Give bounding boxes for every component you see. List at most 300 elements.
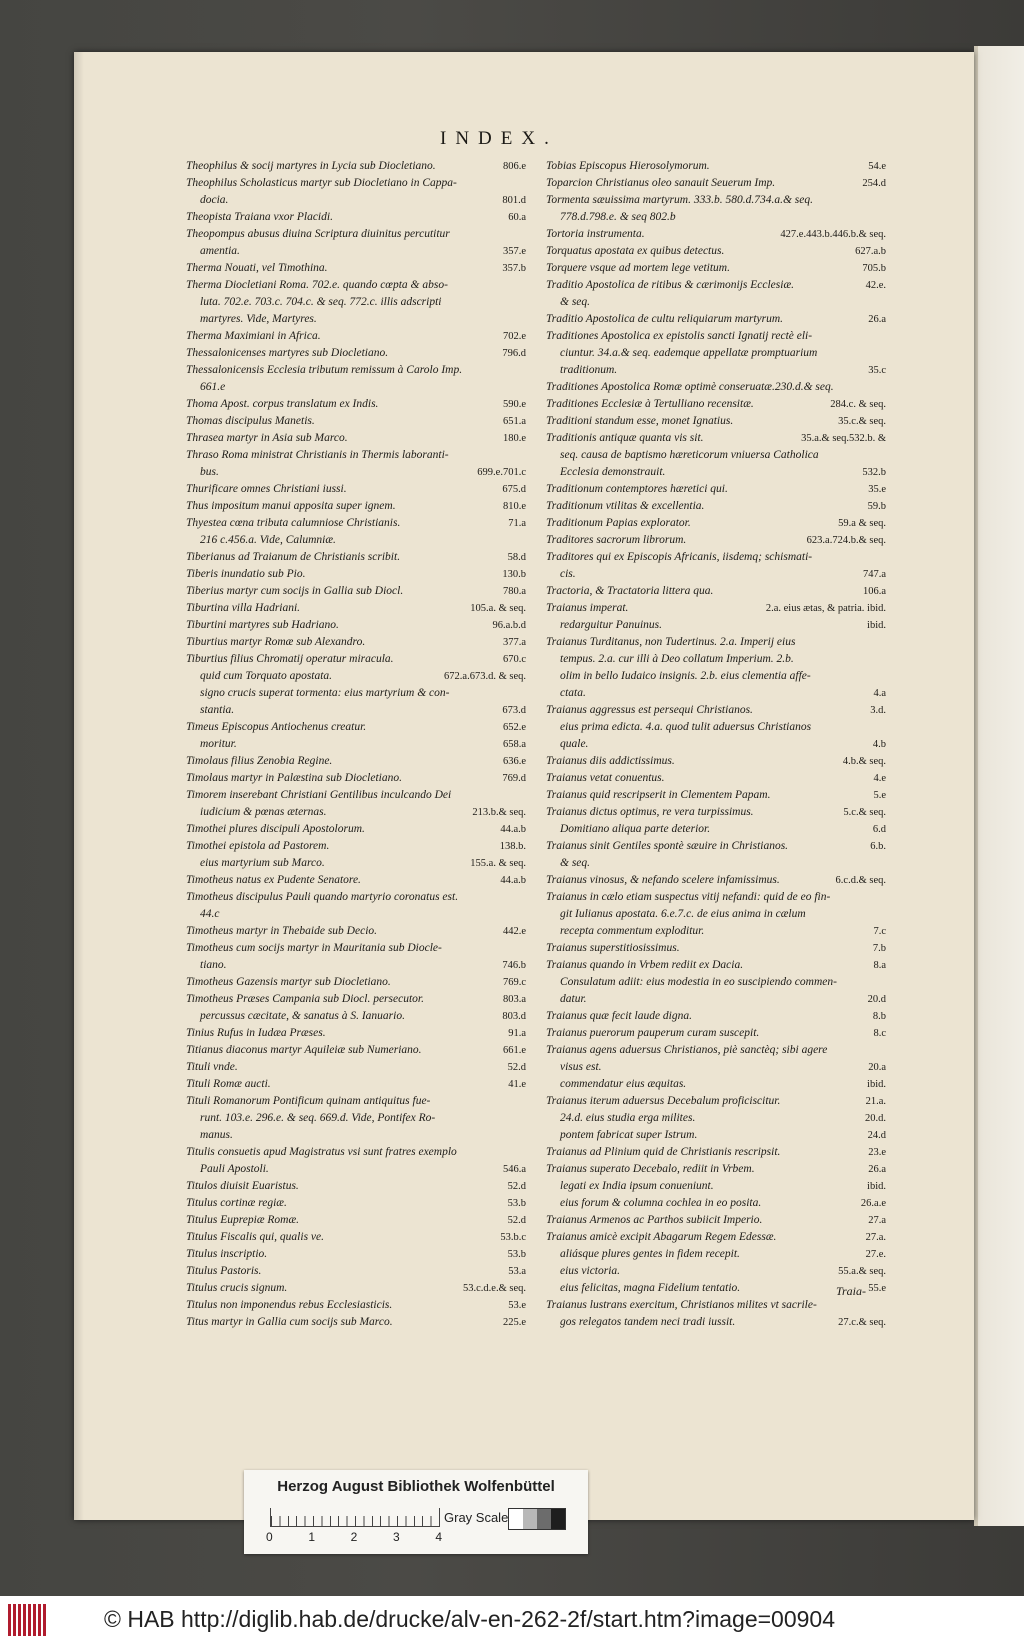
index-entry [546,889,886,906]
ruler-numbers [266,1530,442,1544]
entry-text: Ecclesia demonstrauit. [560,466,666,478]
entry-reference: 801.d [502,195,526,206]
entry-text: Titulis consuetis apud Magistratus vsi sunt fratres exemplo [186,1146,457,1158]
entry-text: Titulus Euprepiæ Romæ. [186,1214,299,1226]
entry-reference: 673.d [502,705,526,716]
entry-text: Titulus crucis signum. [186,1282,288,1294]
entry-text: tempus. 2.a. cur illi à Deo collatum Imperium. 2.b. [560,653,794,665]
entry-text: 661.e [200,381,226,393]
entry-text: Traditioni standum esse, monet Ignatius. [546,415,734,427]
index-entry-continuation [186,736,526,753]
index-column-left [186,158,526,1331]
entry-text: Tiburtius filius Chromatij operatur miracula. [186,653,394,665]
index-entry [546,1093,886,1110]
entry-text: docia. [200,194,229,206]
index-entry [546,838,886,855]
entry-reference: 35.a.& seq.532.b. & [801,433,886,444]
index-entry [546,379,886,396]
entry-text: Timotheus discipulus Pauli quando martyrio coronatus est. [186,891,459,903]
entry-reference: 672.a.673.d. & seq. [444,671,526,682]
index-entry [186,974,526,991]
entry-reference: 658.a [502,739,526,750]
index-entry-continuation [546,362,886,379]
entry-reference: 8.a [873,960,886,971]
index-entry [546,243,886,260]
index-entry-continuation [546,1280,886,1297]
index-entry [186,277,526,294]
entry-text: ciuntur. 34.a.& seq. eademque appellatæ promptuarium [560,347,818,359]
entry-reference: 810.e [502,501,526,512]
entry-reference: 4.a [873,688,886,699]
index-entry [186,821,526,838]
index-entry [186,1144,526,1161]
entry-text: traditionum. [560,364,618,376]
entry-text: Traianus sinit Gentiles spontè sæuire in Christianos. [546,840,789,852]
entry-reference: 357.b [502,263,526,274]
entry-text: Traditiones Ecclesiæ à Tertulliano recensitæ. [546,398,754,410]
index-entry [186,1212,526,1229]
entry-reference: 769.c [502,977,526,988]
index-entry-continuation [546,294,886,311]
entry-reference: 27.a [868,1215,886,1226]
index-entry-continuation [546,1314,886,1331]
entry-text: Therma Maximiani in Africa. [186,330,321,342]
entry-reference: 26.a [868,1164,886,1175]
entry-text: 216 c.456.a. Vide, Calumniæ. [200,534,336,546]
entry-text: Consulatum adiit: eius modestia in eo suscipiendo commen- [560,976,837,988]
entry-reference: 7.c [873,926,886,937]
entry-text: Traditionum vtilitas & excellentia. [546,500,705,512]
entry-reference: 42.e. [865,280,886,291]
index-entry [186,787,526,804]
index-entry [186,481,526,498]
entry-text: eius victoria. [560,1265,621,1277]
gray-swatch-cell [523,1509,537,1529]
index-entry [546,158,886,175]
entry-reference: 225.e [502,1317,526,1328]
entry-text: Traianus imperat. [546,602,629,614]
entry-reference: 53.b.c [500,1232,526,1243]
index-entry-continuation [546,1059,886,1076]
entry-reference: ibid. [867,1181,886,1192]
entry-text: stantia. [200,704,235,716]
entry-reference: 7.b [872,943,886,954]
index-entry [186,549,526,566]
index-entry [186,634,526,651]
entry-text: eius felicitas, magna Fidelium tentatio. [560,1282,741,1294]
entry-reference: 26.a.e [860,1198,886,1209]
entry-reference: 590.e [502,399,526,410]
adjacent-page-edge [974,46,1024,1526]
entry-text: Tinius Rufus in Iudæa Præses. [186,1027,326,1039]
entry-reference: 138.b. [499,841,526,852]
footer-copyright-url[interactable]: © HAB http://diglib.hab.de/drucke/alv-en-262-2f/start.htm?image=00904 [104,1606,836,1632]
entry-reference: 53.e [508,1300,526,1311]
entry-reference: 27.a. [865,1232,886,1243]
entry-reference: 254.d [862,178,886,189]
gray-scale-swatch [508,1508,566,1530]
entry-text: Traianus dictus optimus, re vera turpissimus. [546,806,754,818]
index-entry [546,1042,886,1059]
index-entry-continuation [546,906,886,923]
entry-text: amentia. [200,245,240,257]
index-entry [546,549,886,566]
entry-reference: 806.e [502,161,526,172]
index-entry-continuation [546,209,886,226]
entry-text: redarguitur Panuinus. [560,619,663,631]
entry-text: runt. 103.e. 296.e. & seq. 669.d. Vide, Pontifex Ro- [200,1112,436,1124]
entry-reference: 4.b.& seq. [842,756,886,767]
index-entry [186,1280,526,1297]
index-entry [546,1008,886,1025]
entry-reference: 6.b. [870,841,886,852]
entry-reference: 652.e [502,722,526,733]
entry-reference: 769.d [502,773,526,784]
index-entry [186,209,526,226]
index-entry-continuation [546,668,886,685]
entry-text: Thomas discipulus Manetis. [186,415,315,427]
entry-reference: 705.b [862,263,886,274]
entry-text: datur. [560,993,587,1005]
index-entry [186,1229,526,1246]
entry-text: Traianus quæ fecit laude digna. [546,1010,692,1022]
entry-text: Theopista Traiana vxor Placidi. [186,211,333,223]
entry-text: Tiburtius martyr Romæ sub Alexandro. [186,636,366,648]
entry-text: Traditores sacrorum librorum. [546,534,687,546]
entry-text: Tituli Romanorum Pontificum quinam antiquitus fue- [186,1095,431,1107]
entry-text: Titulus non imponendus rebus Ecclesiasticis. [186,1299,393,1311]
entry-text: Titianus diaconus martyr Aquileiæ sub Numeriano. [186,1044,422,1056]
entry-reference: 4.b [872,739,886,750]
entry-reference: 54.e [868,161,886,172]
entry-reference: 23.e [868,1147,886,1158]
entry-reference: 130.b [502,569,526,580]
entry-reference: 55.a.& seq. [838,1266,886,1277]
entry-reference: 377.a [502,637,526,648]
entry-text: git Iulianus apostata. 6.e.7.c. de eius anima in cælum [560,908,806,920]
index-entry [186,651,526,668]
entry-text: quale. [560,738,589,750]
entry-text: Traianus agens aduersus Christianos, piè sanctèq; sibi agere [546,1044,828,1056]
entry-text: Theopompus abusus diuina Scriptura diuinitus percutitur [186,228,450,240]
entry-text: Titulus Pastoris. [186,1265,262,1277]
entry-reference: 59.b [867,501,886,512]
entry-reference: 60.a [508,212,526,223]
ruler-number: 2 [350,1530,358,1544]
entry-text: Timothei plures discipuli Apostolorum. [186,823,365,835]
entry-text: Tiburtini martyres sub Hadriano. [186,619,339,631]
page-gutter-shadow [74,52,84,1520]
entry-text: Thrasea martyr in Asia sub Marco. [186,432,348,444]
entry-reference: 284.c. & seq. [830,399,886,410]
index-entry [546,957,886,974]
entry-text: Traditio Apostolica de cultu reliquiarum martyrum. [546,313,784,325]
index-entry [546,1212,886,1229]
index-entry [186,1093,526,1110]
index-entry-continuation [546,345,886,362]
gray-swatch-cell [509,1509,523,1529]
entry-reference: 71.a [508,518,526,529]
index-entry-continuation [546,464,886,481]
index-entry-continuation [546,617,886,634]
index-entry [186,226,526,243]
index-entry [186,991,526,1008]
entry-text: Tiberis inundatio sub Pio. [186,568,306,580]
index-entry-continuation [546,855,886,872]
entry-reference: 747.a [862,569,886,580]
entry-text: Domitiano aliqua parte deterior. [560,823,711,835]
catchword: Traia- [836,1284,867,1298]
entry-reference: 52.d [507,1215,526,1226]
index-entry-continuation [546,923,886,940]
entry-text: Timolaus filius Zenobia Regine. [186,755,333,767]
index-entry [546,1025,886,1042]
entry-text: Tobias Episcopus Hierosolymorum. [546,160,710,172]
index-entry [546,430,886,447]
index-entry [186,600,526,617]
entry-reference: 8.c [873,1028,886,1039]
entry-text: Theophilus Scholasticus martyr sub Diocletiano in Cappa- [186,177,457,189]
index-entry [546,1161,886,1178]
index-entry-continuation [546,736,886,753]
hab-logo-icon [8,1604,46,1636]
entry-text: Timotheus natus ex Pudente Senatore. [186,874,361,886]
index-entry [186,1195,526,1212]
index-entry [186,1314,526,1331]
index-entry-continuation [546,1178,886,1195]
entry-text: Therma Nouati, vel Timothina. [186,262,328,274]
index-entry [546,481,886,498]
entry-text: eius forum & columna cochlea in eo posita. [560,1197,762,1209]
entry-reference: 35.c [868,365,886,376]
entry-text: Traditiones Apostolica Romæ optimè conseruatæ.230.d.& seq. [546,381,834,393]
index-entry [546,413,886,430]
entry-text: eius martyrium sub Marco. [200,857,325,869]
entry-reference: 780.a [502,586,526,597]
entry-reference: 3.d. [870,705,886,716]
index-entry [186,447,526,464]
entry-reference: 53.b [507,1249,526,1260]
gray-swatch-cell [551,1509,565,1529]
entry-text: Traianus superato Decebalo, rediit in Vrbem. [546,1163,755,1175]
index-entry-continuation [186,192,526,209]
index-entry-continuation [186,855,526,872]
index-entry-continuation [546,1110,886,1127]
index-entry [186,889,526,906]
index-entry [186,328,526,345]
gray-swatch-cell [537,1509,551,1529]
entry-reference: 675.d [502,484,526,495]
entry-reference: 58.d [507,552,526,563]
index-entry [546,396,886,413]
entry-text: aliásque plures gentes in fidem recepit. [560,1248,740,1260]
index-entry-continuation [546,991,886,1008]
index-entry-continuation [546,1246,886,1263]
entry-text: percussus cæcitate, & sanatus à S. Ianuario. [200,1010,405,1022]
entry-reference: 106.a [862,586,886,597]
entry-reference: 357.e [502,246,526,257]
index-entry-continuation [186,1127,526,1144]
index-entry-continuation [546,821,886,838]
entry-text: manus. [200,1129,233,1141]
index-entry-continuation [546,1263,886,1280]
index-entry [186,583,526,600]
entry-reference: 52.d [507,1181,526,1192]
index-entry [186,260,526,277]
index-entry-continuation [186,957,526,974]
entry-text: Traianus amicè excipit Abagarum Regem Edessæ. [546,1231,777,1243]
index-entry [186,872,526,889]
entry-text: luta. 702.e. 703.c. 704.c. & seq. 772.c. illis adscripti [200,296,442,308]
entry-reference: 699.e.701.c [477,467,526,478]
index-entry [186,1297,526,1314]
entry-reference: 623.a.724.b.& seq. [806,535,886,546]
index-entry [186,158,526,175]
entry-text: pontem fabricat super Istrum. [560,1129,698,1141]
entry-reference: 26.a [868,314,886,325]
entry-text: Traianus superstitiosissimus. [546,942,680,954]
entry-text: Toparcion Christianus oleo sanauit Seuerum Imp. [546,177,776,189]
entry-text: Therma Diocletiani Roma. 702.e. quando cœpta & abso- [186,279,448,291]
entry-text: Traianus quid rescripserit in Clementem Papam. [546,789,771,801]
entry-text: Tiberius martyr cum socijs in Gallia sub Diocl. [186,585,404,597]
index-entry [546,515,886,532]
entry-text: cis. [560,568,576,580]
index-entry-continuation [186,702,526,719]
entry-reference: 20.d. [865,1113,886,1124]
index-entry-continuation [186,532,526,549]
entry-text: Torquere vsque ad mortem lege vetitum. [546,262,730,274]
library-name: Herzog August Bibliothek Wolfenbüttel [277,1478,555,1495]
ruler-number: 0 [266,1530,273,1544]
entry-reference: 627.a.b [855,246,886,257]
index-entry [186,1025,526,1042]
index-entry [186,753,526,770]
entry-reference: 41.e [508,1079,526,1090]
entry-text: Traianus Armenos ac Parthos subiicit Imperio. [546,1214,763,1226]
index-entry [546,702,886,719]
index-entry-continuation [186,906,526,923]
entry-text: Traianus Turditanus, non Tudertinus. 2.a. Imperij eius [546,636,796,648]
index-entry-continuation [546,1195,886,1212]
index-entry [186,396,526,413]
index-entry [186,1042,526,1059]
entry-reference: 6.d [872,824,886,835]
entry-reference: 20.d [867,994,886,1005]
index-entry [186,498,526,515]
entry-reference: 213.b.& seq. [472,807,526,818]
index-entry-continuation [546,1076,886,1093]
index-entry-continuation [186,311,526,328]
entry-reference: 651.a [502,416,526,427]
index-entry-continuation [546,566,886,583]
entry-text: legati ex India ipsum conueniunt. [560,1180,714,1192]
entry-text: bus. [200,466,219,478]
entry-reference: 44.a.b [500,824,526,835]
index-entry [546,192,886,209]
entry-text: Traianus lustrans exercitum, Christianos milites vt sacrile- [546,1299,817,1311]
entry-text: Timolaus martyr in Palæstina sub Diocletiano. [186,772,402,784]
entry-text: Traianus vetat conuentus. [546,772,665,784]
index-entry [186,413,526,430]
entry-text: Titulus cortinæ regiæ. [186,1197,287,1209]
index-entry [546,260,886,277]
index-entry [546,1229,886,1246]
entry-text: signo crucis superat tormenta: eius martyrium & con- [200,687,450,699]
index-entry [546,175,886,192]
index-entry [186,1263,526,1280]
entry-text: Thraso Roma ministrat Christianis in Thermis laboranti- [186,449,449,461]
entry-text: 24.d. eius studia erga milites. [560,1112,696,1124]
entry-text: tiano. [200,959,227,971]
entry-reference: 24.d [867,1130,886,1141]
entry-reference: 53.c.d.e.& seq. [463,1283,526,1294]
index-entry [546,770,886,787]
entry-reference: 6.c.d.& seq. [835,875,886,886]
index-entry [546,1297,886,1314]
entry-reference: 796.d [502,348,526,359]
entry-text: Timotheus Præses Campania sub Diocl. persecutor. [186,993,424,1005]
entry-reference: 180.e [502,433,526,444]
index-entry [186,515,526,532]
footer-bar [0,1596,1024,1646]
entry-reference: 91.a [508,1028,526,1039]
index-entry [546,328,886,345]
entry-reference: 155.a. & seq. [470,858,526,869]
index-entry [546,634,886,651]
index-entry [186,345,526,362]
entry-text: martyres. Vide, Martyres. [200,313,317,325]
entry-reference: 4.e [873,773,886,784]
entry-text: quid cum Torquato apostata. [200,670,333,682]
index-entry [186,838,526,855]
entry-text: recepta commentum exploditur. [560,925,705,937]
entry-text: Titulos diuisit Euaristus. [186,1180,299,1192]
index-entry [186,923,526,940]
index-heading: INDEX. [440,128,558,149]
entry-text: Traditionum Papias explorator. [546,517,691,529]
index-entry-continuation [186,243,526,260]
entry-text: Tractoria, & Tractatoria littera qua. [546,585,714,597]
entry-text: Titus martyr in Gallia cum socijs sub Marco. [186,1316,393,1328]
entry-reference: 803.a [502,994,526,1005]
entry-text: 778.d.798.e. & seq 802.b [560,211,676,223]
entry-text: Traianus vinosus, & nefando scelere infamissimus. [546,874,780,886]
index-entry [546,1144,886,1161]
index-entry [546,311,886,328]
entry-text: Traianus quando in Vrbem rediit ex Dacia. [546,959,744,971]
entry-text: Thoma Apost. corpus translatum ex Indis. [186,398,379,410]
entry-reference: 21.a. [865,1096,886,1107]
index-entry [546,277,886,294]
entry-text: Thessalonicensis Ecclesia tributum remissum à Carolo Imp. [186,364,463,376]
entry-reference: 670.c [502,654,526,665]
entry-text: Timeus Episcopus Antiochenus creatur. [186,721,367,733]
entry-text: Tormenta sæuissima martyrum. 333.b. 580.d.734.a.& seq. [546,194,813,206]
index-entry-continuation [186,1110,526,1127]
entry-reference: 105.a. & seq. [470,603,526,614]
index-entry-continuation [186,1161,526,1178]
entry-text: gos relegatos tandem neci tradi iussit. [560,1316,736,1328]
entry-reference: 44.a.b [500,875,526,886]
ruler-ticks [270,1508,440,1527]
entry-text: Traianus in cælo etiam suspectus vitij nefandi: quid de eo fin- [546,891,831,903]
entry-reference: 35.c.& seq. [838,416,886,427]
entry-text: iudicium & pœnas æternas. [200,806,327,818]
index-entry-continuation [186,685,526,702]
entry-text: Traianus diis addictissimus. [546,755,675,767]
entry-reference: 442.e [502,926,526,937]
